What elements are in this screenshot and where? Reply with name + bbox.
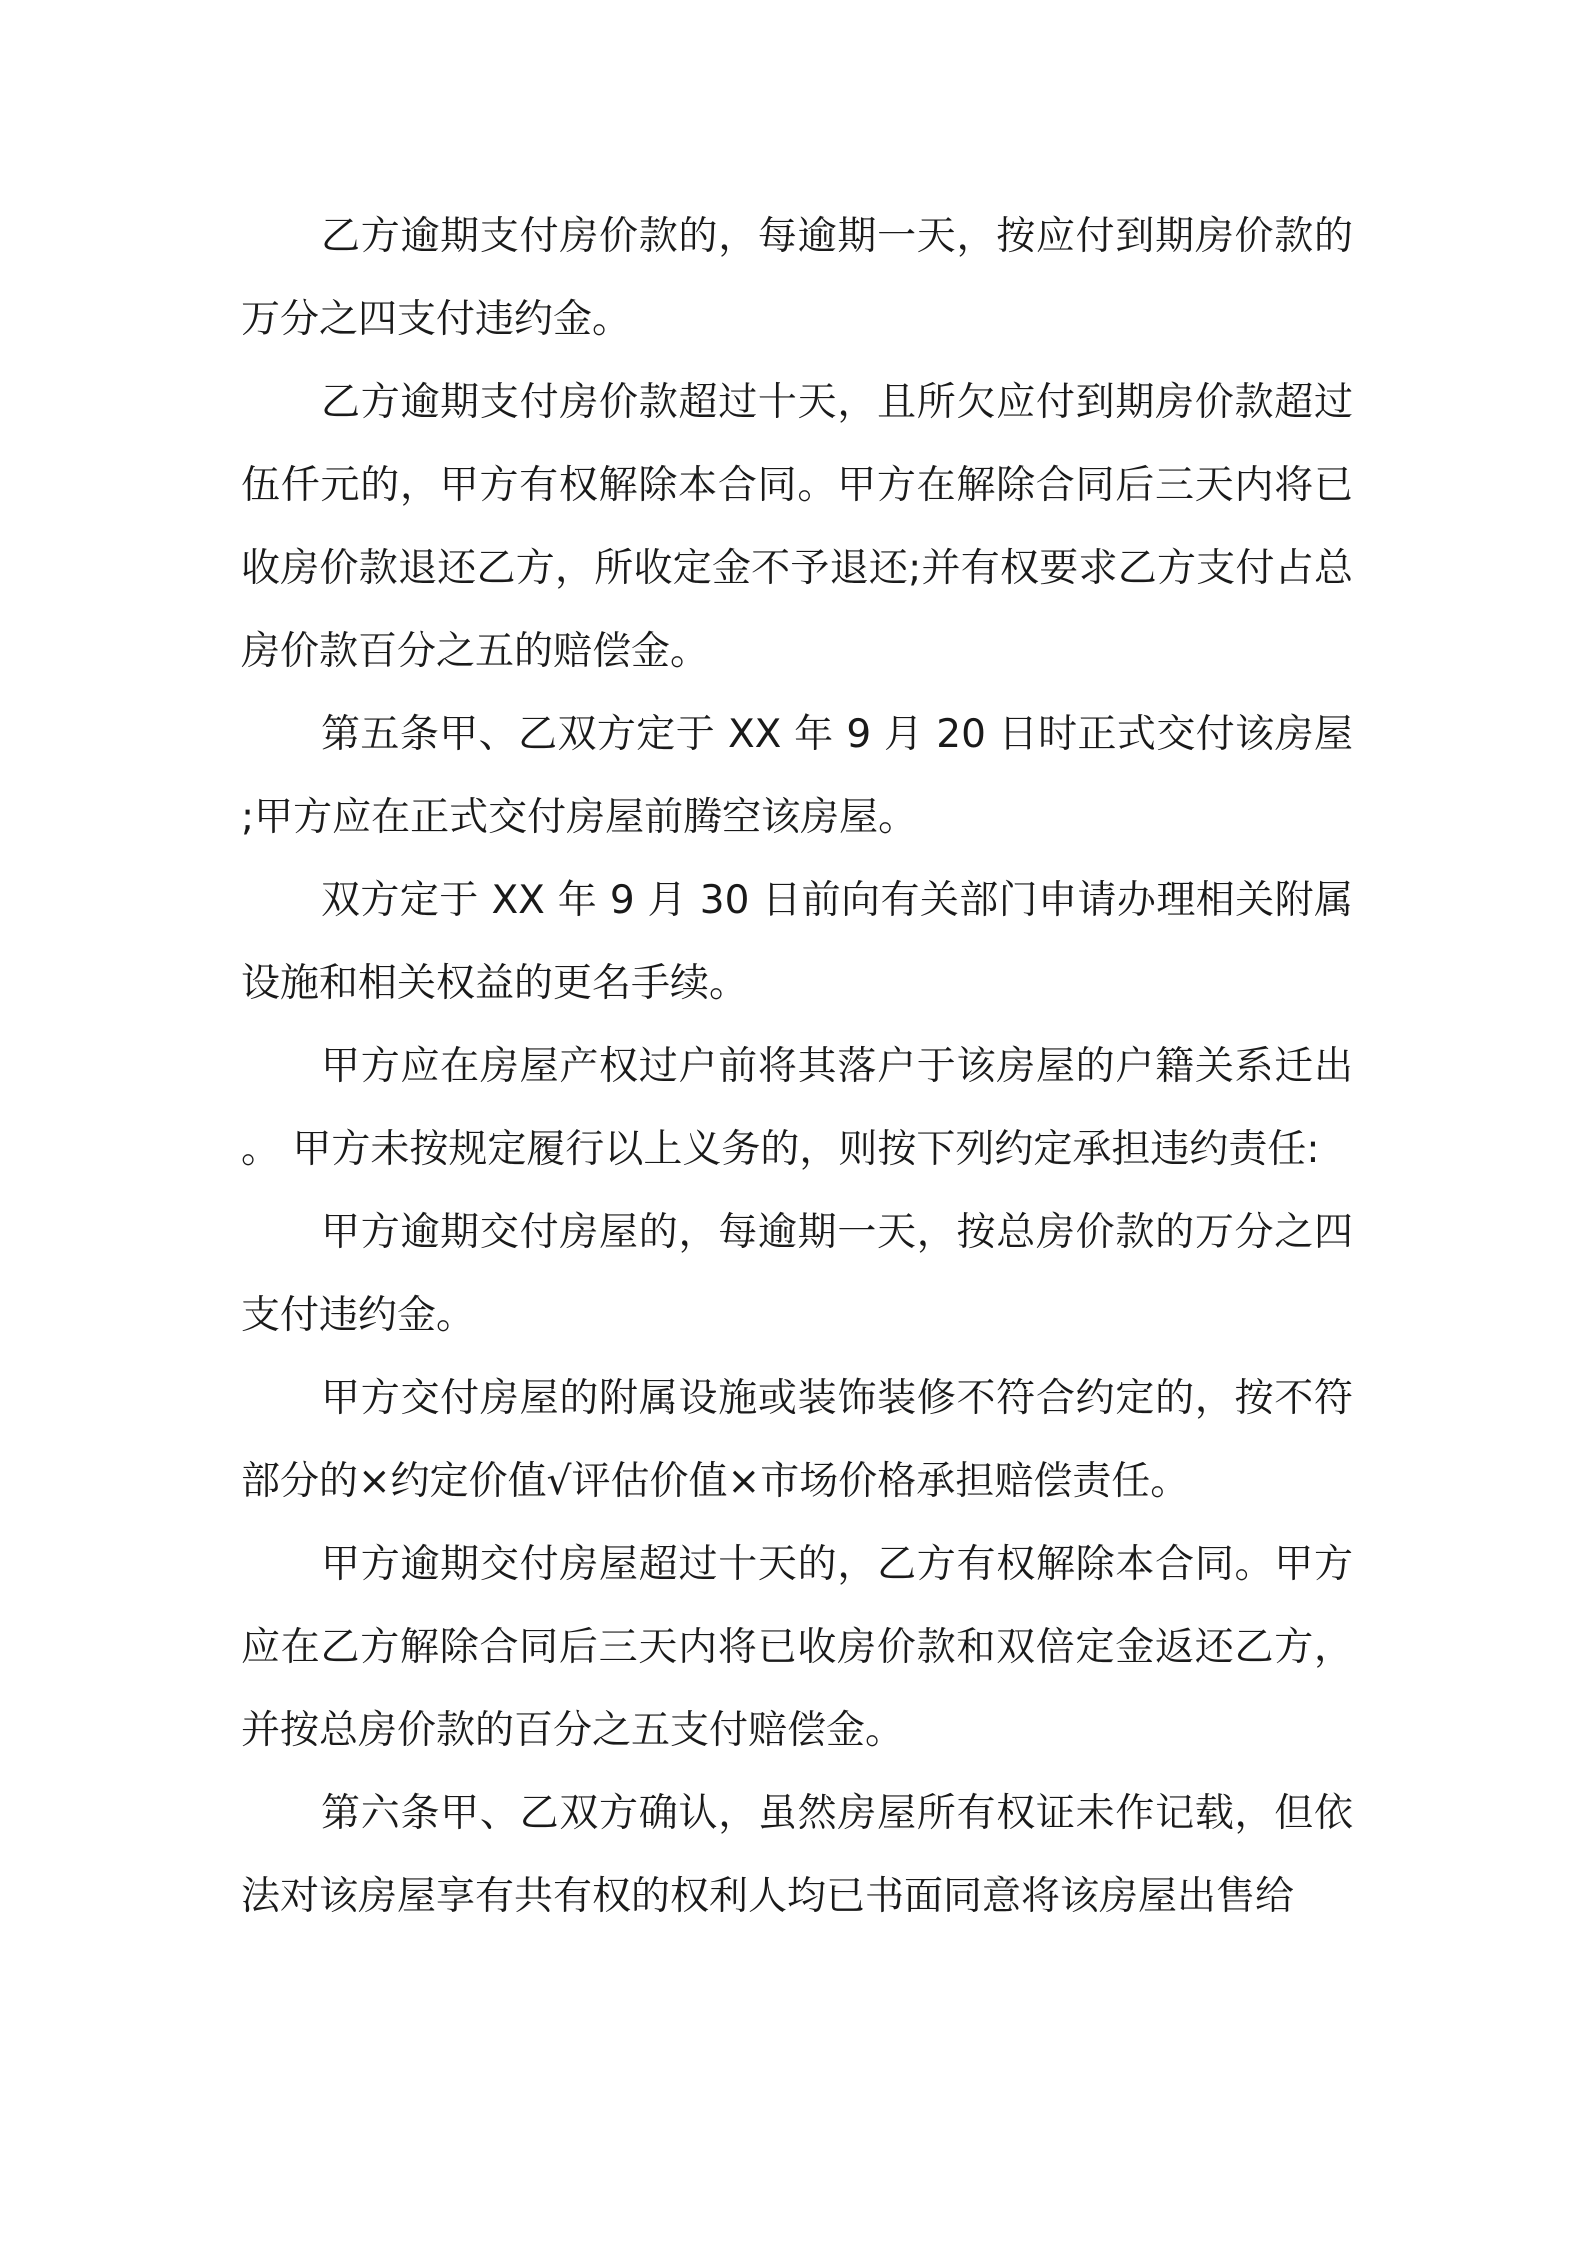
paragraph-contract-termination-by-seller: 乙方逾期支付房价款超过十天，且所欠应付到期房价款超过伍仟元的，甲方有权解除本合同。甲方在解除合同后三天内将已收房价款退还乙方，所收定金不予退还;并有权要求乙方支付占总房价款百分之五的赔偿金。 xyxy=(241,380,1353,674)
paragraph-late-payment-penalty: 乙方逾期支付房价款的，每逾期一天，按应付到期房价款的万分之四支付违约金。 xyxy=(241,214,1353,342)
paragraph-contract-termination-by-buyer: 甲方逾期交付房屋超过十天的，乙方有权解除本合同。甲方应在乙方解除合同后三天内将已收房价款和双倍定金返还乙方，并按总房价款的百分之五支付赔偿金。 xyxy=(241,1542,1353,1753)
paragraph-facility-nonconformity: 甲方交付房屋的附属设施或装饰装修不符合约定的，按不符部分的×约定价值√评估价值×市场价格承担赔偿责任。 xyxy=(241,1376,1353,1504)
paragraph-late-delivery-penalty: 甲方逾期交付房屋的，每逾期一天，按总房价款的万分之四支付违约金。 xyxy=(241,1210,1353,1338)
paragraph-household-registration: 甲方应在房屋产权过户前将其落户于该房屋的户籍关系迁出。 甲方未按规定履行以上义务的，则按下列约定承担违约责任: xyxy=(241,1044,1353,1172)
document-body xyxy=(241,195,1353,1938)
paragraph-article-5-delivery: 第五条甲、乙双方定于 XX 年 9 月 20 日时正式交付该房屋;甲方应在正式交付房屋前腾空该房屋。 xyxy=(241,712,1353,840)
paragraph-name-change-procedure: 双方定于 XX 年 9 月 30 日前向有关部门申请办理相关附属设施和相关权益的更名手续。 xyxy=(241,878,1353,1006)
paragraph-article-6-co-ownership: 第六条甲、乙双方确认，虽然房屋所有权证未作记载，但依法对该房屋享有共有权的权利人均已书面同意将该房屋出售给 xyxy=(241,1791,1353,1919)
